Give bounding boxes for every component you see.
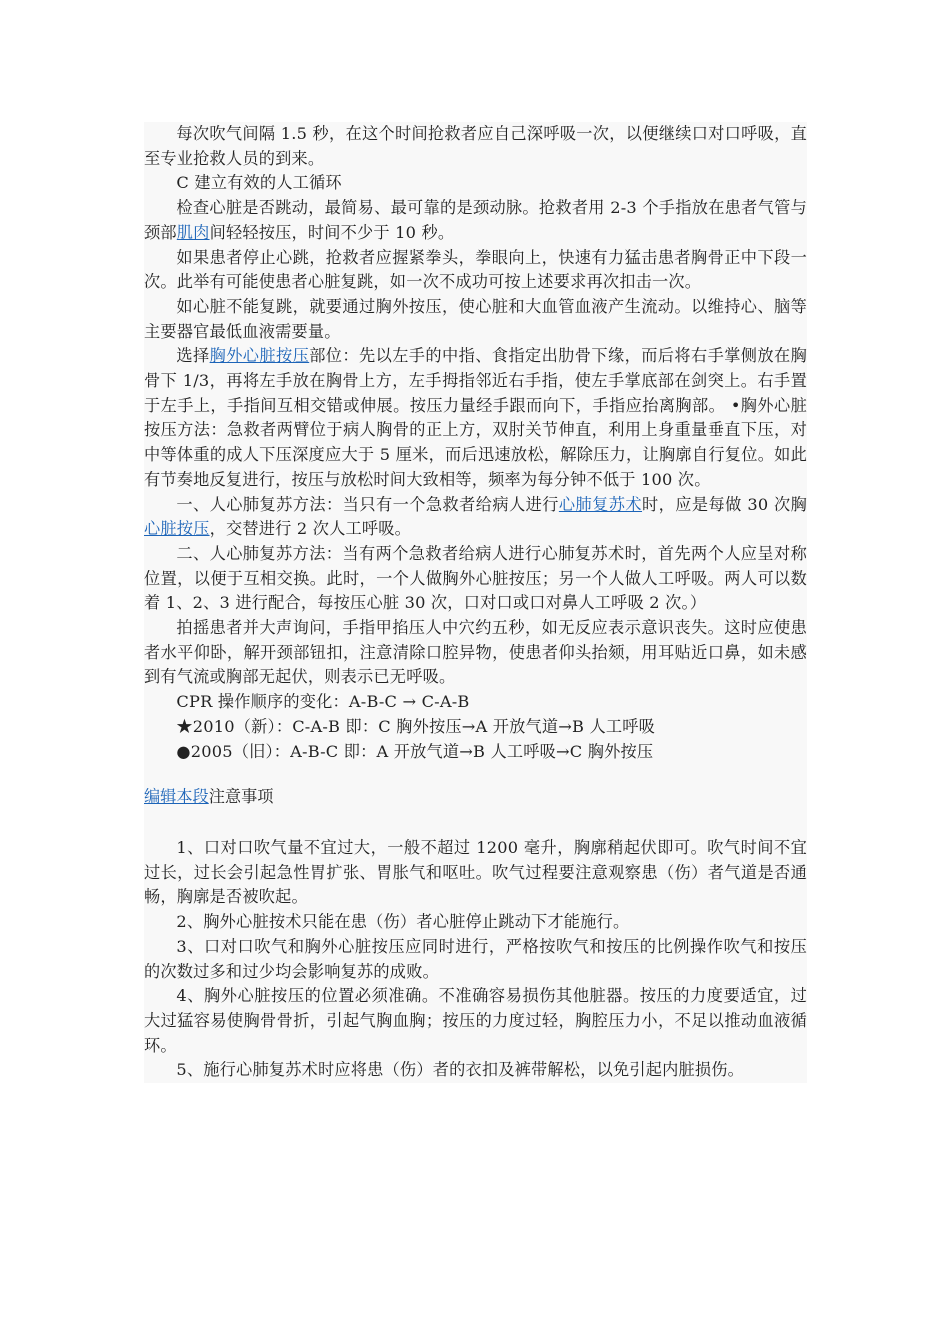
note-item-2: 2、胸外心脏按术只能在患（伤）者心脏停止跳动下才能施行。 xyxy=(176,912,630,932)
paragraph-compression-position xyxy=(144,344,807,492)
subheading-circulation: C 建立有效的人工循环 xyxy=(176,173,342,193)
paragraph-breath-interval: 每次吹气间隔 1.5 秒，在这个时间抢救者应自己深呼吸一次，以便继续口对口呼吸，直至专业抢救人员的到来。 xyxy=(144,124,807,168)
note-item-4: 4、胸外心脏按压的位置必须准确。不准确容易损伤其他脏器。按压的力度要适宜，过大过猛容易使胸骨骨折，引起气胸血胸；按压的力度过轻，胸腔压力小，不足以推动血液循环。 xyxy=(144,986,807,1055)
section-heading xyxy=(144,785,807,810)
note-item-5: 5、施行心肺复苏术时应将患（伤）者的衣扣及裤带解松，以免引起内脏损伤。 xyxy=(176,1060,745,1080)
paragraph-cpr-order: CPR 操作顺序的变化：A-B-C → C-A-B xyxy=(176,692,470,712)
paragraph-precordial-thump: 如果患者停止心跳，抢救者应握紧拳头，拳眼向上，快速有力猛击患者胸骨正中下段一次。此举有可能使患者心脏复跳，如一次不成功可按上述要求再次扣击一次。 xyxy=(144,247,807,292)
link-muscle[interactable]: 肌肉 xyxy=(176,222,210,242)
edit-section-link[interactable]: 编辑本段 xyxy=(144,787,209,807)
paragraph-2010-order: ★2010（新）：C-A-B 即：C 胸外按压→A 开放气道→B 人工呼吸 xyxy=(176,716,656,736)
text-segment: 选择 xyxy=(176,346,210,366)
paragraph-compression-purpose: 如心脏不能复跳，就要通过胸外按压，使心脏和大血管血液产生流动。以维持心、脑等主要器官最低血液需要量。 xyxy=(144,296,807,341)
text-segment: ，交替进行 2 次人工呼吸。 xyxy=(209,519,412,539)
note-item-3: 3、口对口吹气和胸外心脏按压应同时进行，严格按吹气和按压的比例操作吹气和按压的次数过多和过少均会影响复苏的成败。 xyxy=(144,936,807,981)
paragraph-two-rescuers: 二、人心肺复苏方法：当有两个急救者给病人进行心肺复苏术时，首先两个人应呈对称位置，以便于互相交换。此时，一个人做胸外心脏按压；另一个人做人工呼吸。两人可以数着 1、2、3 进行配合，每按压心脏 30 次，口对口或口对鼻人工呼吸 2 次。） xyxy=(144,543,807,613)
text-segment: 部位：先以左手的中指、食指定出肋骨下缘，而后将右手掌侧放在胸骨下 1/3，再将左手放在胸骨上方，左手拇指邻近右手指，使左手掌底部在剑突上。右手置于左手上，手指间互相交错或伸展。按压力量经手跟而向下，手指应抬离胸部。 •胸外心脏按压方法：急救者两臂位于病人胸骨的正上方，双肘关节伸直，利用上身重量垂直下压，对中等体重的成人下压深度应大于 5 厘米，而后迅速放松，解除压力，让胸廓自行复位。如此有节奏地反复进行，按压与放松时间大致相等，频率为每分钟不低于 100 次。 xyxy=(144,346,807,489)
paragraph-2005-order: ●2005（旧）：A-B-C 即：A 开放气道→B 人工呼吸→C 胸外按压 xyxy=(176,741,654,761)
link-heart-compression[interactable]: 心脏按压 xyxy=(144,519,210,539)
section-title: 注意事项 xyxy=(208,787,274,807)
document-content xyxy=(144,122,807,1083)
text-segment: 一、人心肺复苏方法：当只有一个急救者给病人进行 xyxy=(176,494,559,514)
link-cpr[interactable]: 心肺复苏术 xyxy=(558,494,643,514)
paragraph-assess-patient: 拍摇患者并大声询问，手指甲掐压人中穴约五秒，如无反应表示意识丧失。这时应使患者水平仰卧，解开颈部钮扣，注意清除口腔异物，使患者仰头抬颏，用耳贴近口鼻，如未感到有气流或胸部无起伏，则表示已无呼吸。 xyxy=(144,618,807,687)
text-segment: 检查心脏是否跳动，最简易、最可靠的是颈动脉。抢救者用 2-3 个手指放在患者气管与颈部 xyxy=(144,198,807,242)
text-segment: 间轻轻按压，时间不少于 10 秒。 xyxy=(209,222,455,242)
link-chest-compression[interactable]: 胸外心脏按压 xyxy=(209,346,310,366)
paragraph-check-heart xyxy=(144,196,807,245)
paragraph-single-rescuer xyxy=(144,493,807,542)
text-segment: 时，应是每做 30 次胸 xyxy=(642,494,807,514)
note-item-1: 1、口对口吹气量不宜过大，一般不超过 1200 毫升，胸廓稍起伏即可。吹气时间不宜过长，过长会引起急性胃扩张、胃胀气和呕吐。吹气过程要注意观察患（伤）者气道是否通畅，胸廓是否被吹起。 xyxy=(144,837,807,907)
